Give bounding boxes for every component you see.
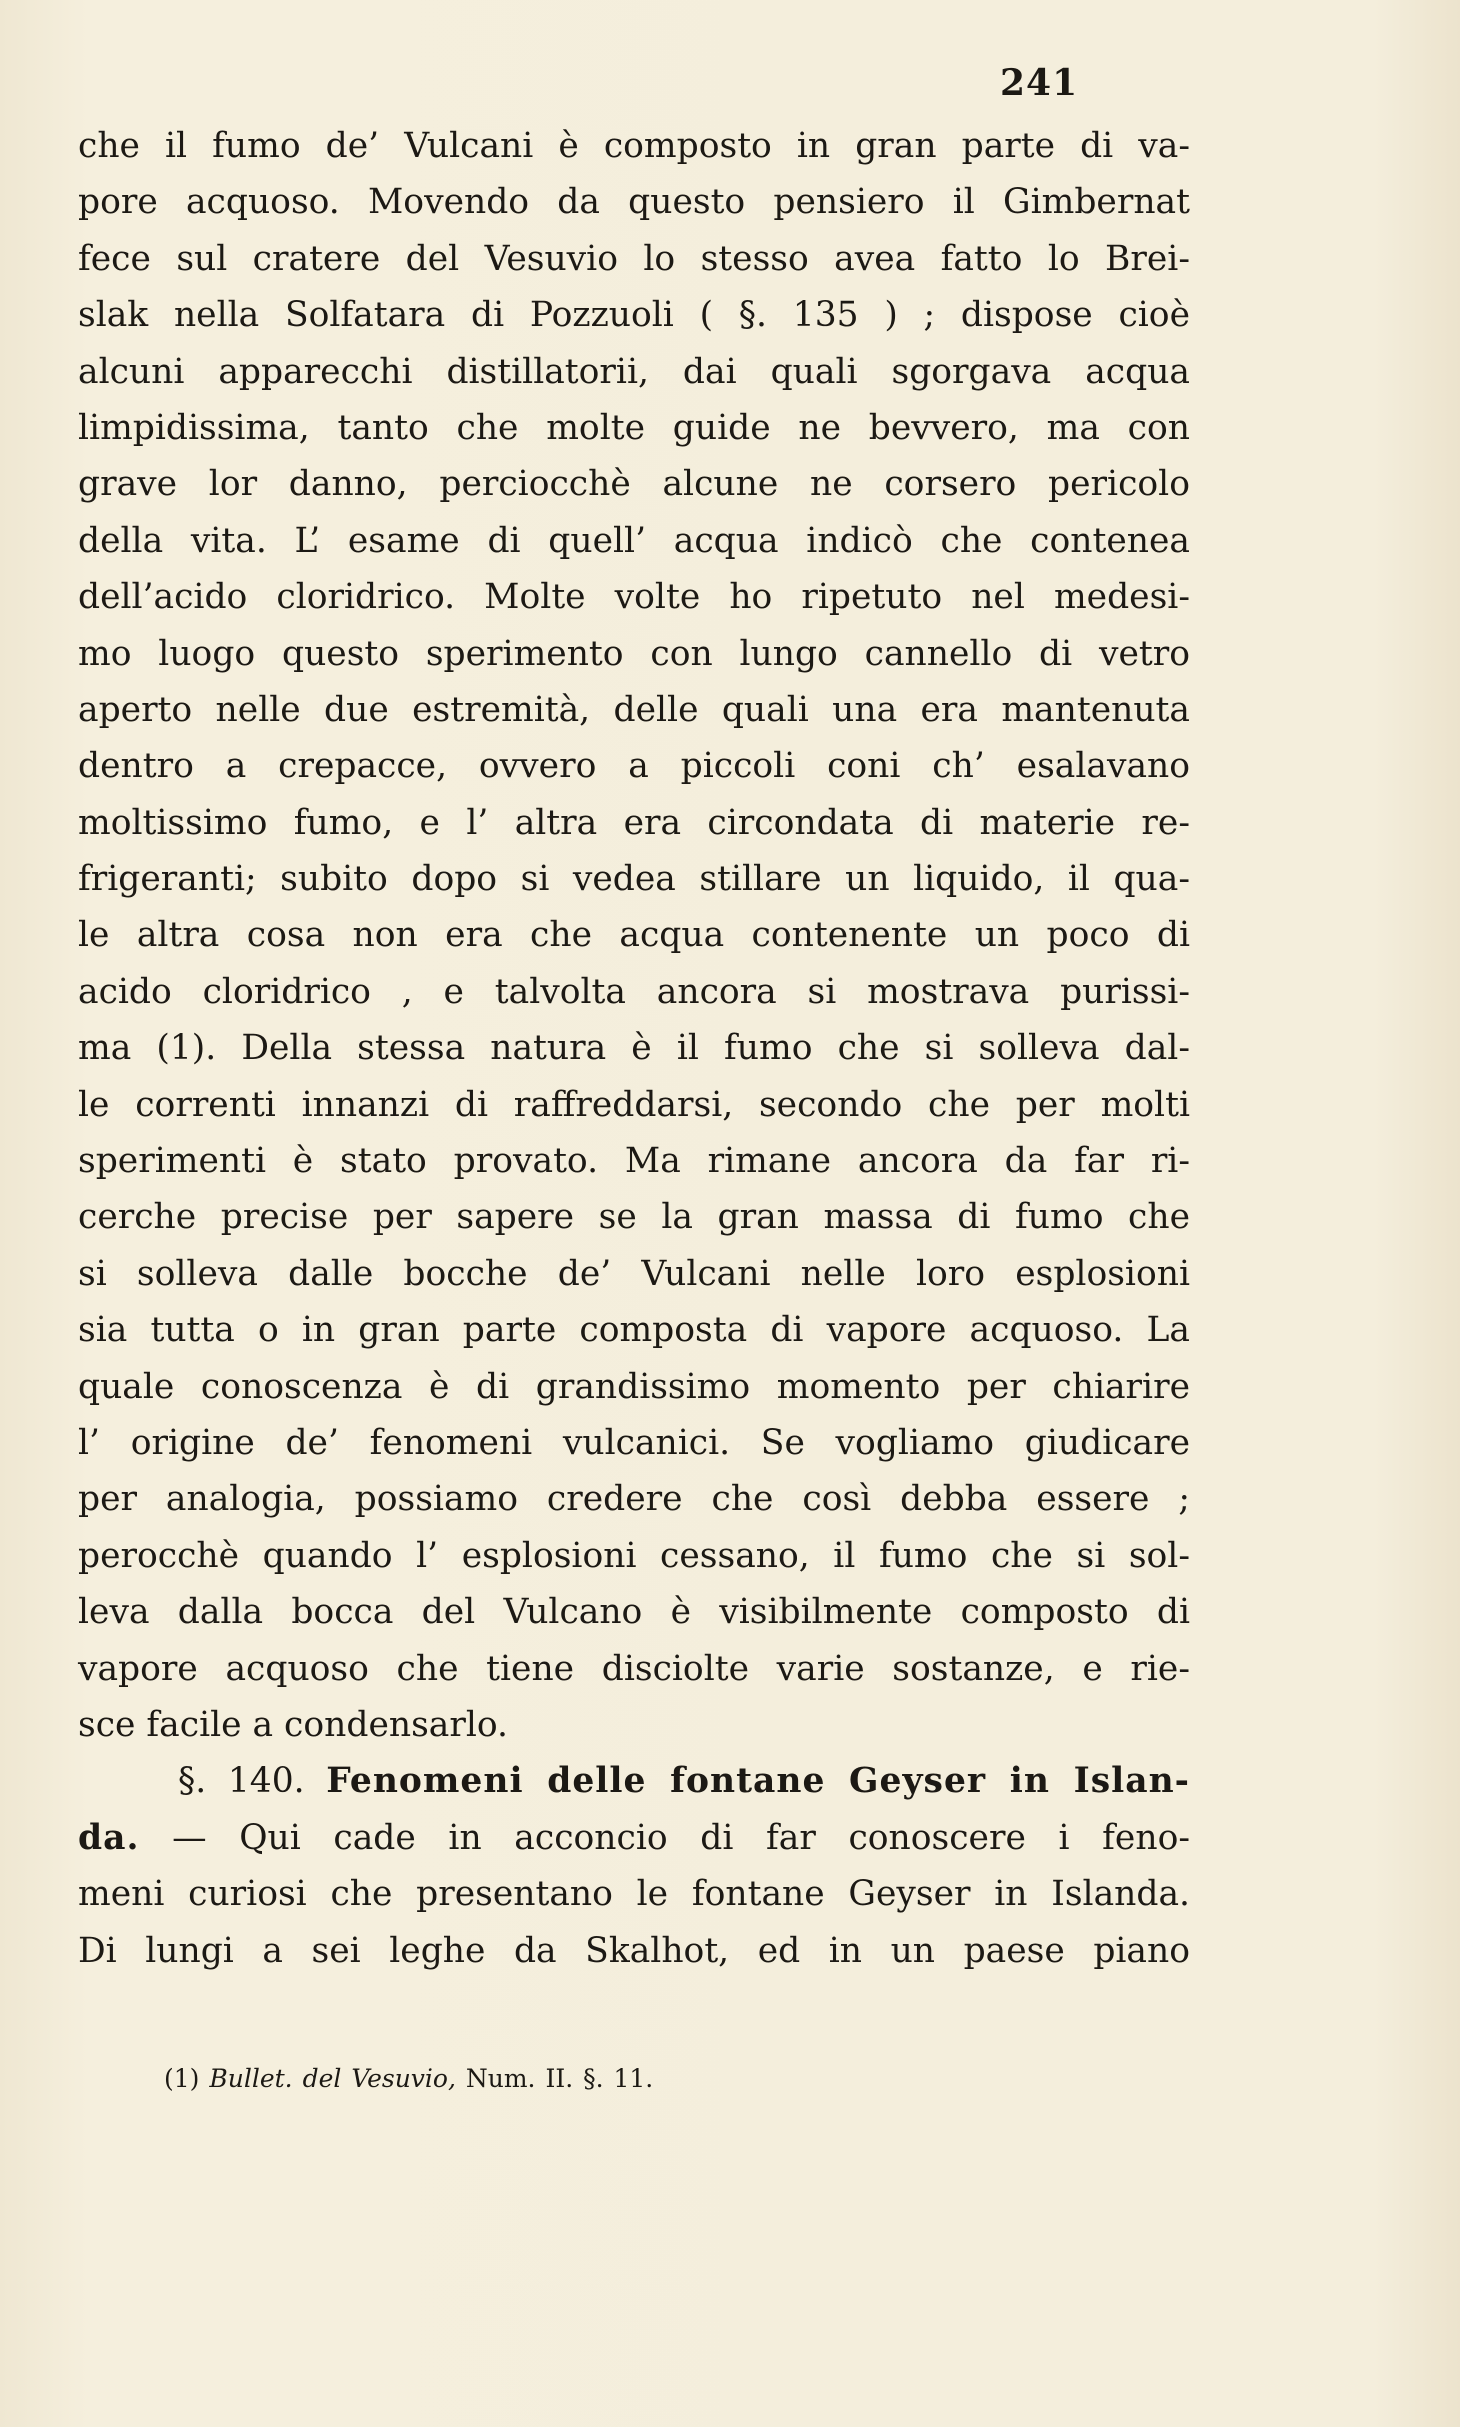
- text-line: vapore acquoso che tiene disciolte varie sostanze, e rie-: [78, 1648, 1190, 1689]
- section-heading-line: [78, 1810, 1190, 1866]
- text-line: ma (1). Della stessa natura è il fumo che si solleva dal-: [78, 1028, 1190, 1069]
- page-number: 241: [1000, 62, 1079, 104]
- text-line: cerche precise per sapere se la gran massa di fumo che: [78, 1197, 1190, 1238]
- text-line: si solleva dalle bocche de’ Vulcani nelle loro esplosioni: [78, 1253, 1190, 1294]
- text-line: l’ origine de’ fenomeni vulcanici. Se vogliamo giudicare: [78, 1422, 1190, 1463]
- section-heading-line: [78, 1753, 1190, 1809]
- text-line: alcuni apparecchi distillatorii, dai quali sgorgava acqua: [78, 351, 1190, 392]
- text-line: acido cloridrico , e talvolta ancora si mostrava purissi-: [78, 971, 1190, 1012]
- text-line: della vita. L’ esame di quell’ acqua indicò che contenea: [78, 520, 1190, 561]
- text-line: sce facile a condensarlo.: [78, 1704, 509, 1745]
- text-line: meni curiosi che presentano le fontane Geyser in Islanda.: [78, 1874, 1190, 1915]
- text-line: frigeranti; subito dopo si vedea stillare un liquido, il qua-: [78, 859, 1190, 900]
- text-line: pore acquoso. Movendo da questo pensiero il Gimbernat: [78, 182, 1190, 223]
- text-line: leva dalla bocca del Vulcano è visibilmente composto di: [78, 1592, 1190, 1633]
- text-line: moltissimo fumo, e l’ altra era circondata di materie re-: [78, 802, 1190, 843]
- section-title: Fenomeni delle fontane Geyser in Islan-: [326, 1761, 1191, 1802]
- text-line: sia tutta o in gran parte composta di vapore acquoso. La: [78, 1310, 1190, 1351]
- footnote-marker: (1): [164, 2064, 200, 2093]
- text-line: per analogia, possiamo credere che così debba essere ;: [78, 1479, 1190, 1520]
- footnote-reference: Num. II. §. 11.: [465, 2064, 654, 2093]
- text-line: quale conoscenza è di grandissimo momento per chiarire: [78, 1366, 1190, 1407]
- footnote: [164, 2064, 653, 2093]
- text-line: le correnti innanzi di raffreddarsi, secondo che per molti: [78, 1084, 1190, 1125]
- text-line: le altra cosa non era che acqua contenente un poco di: [78, 915, 1190, 956]
- footnote-source: Bullet. del Vesuvio,: [209, 2064, 456, 2093]
- text-line: perocchè quando l’ esplosioni cessano, il fumo che si sol-: [78, 1535, 1190, 1576]
- text-line: che il fumo de’ Vulcani è composto in gran parte di va-: [78, 126, 1190, 166]
- text-line: Di lungi a sei leghe da Skalhot, ed in un paese piano: [78, 1930, 1190, 1971]
- body-text: [78, 118, 1190, 1979]
- text-line: fece sul cratere del Vesuvio lo stesso avea fatto lo Brei-: [78, 238, 1190, 279]
- text-line: sperimenti è stato provato. Ma rimane ancora da far ri-: [78, 1141, 1190, 1182]
- section-number: §. 140.: [178, 1761, 305, 1802]
- text-line: slak nella Solfatara di Pozzuoli ( §. 135 ) ; dispose cioè: [78, 295, 1190, 336]
- text-line: aperto nelle due estremità, delle quali una era mantenuta: [78, 689, 1190, 730]
- text-line: mo luogo questo sperimento con lungo cannello di vetro: [78, 633, 1190, 674]
- text-line: limpidissima, tanto che molte guide ne bevvero, ma con: [78, 407, 1190, 448]
- text-line: dentro a crepacce, ovvero a piccoli coni ch’ esalavano: [78, 746, 1190, 787]
- section-intro-text: — Qui cade in acconcio di far conoscere i feno-: [172, 1817, 1190, 1858]
- text-line: grave lor danno, perciocchè alcune ne corsero pericolo: [78, 464, 1190, 505]
- text-line: dell’acido cloridrico. Molte volte ho ripetuto nel medesi-: [78, 577, 1190, 618]
- section-title-continued: da.: [78, 1817, 140, 1858]
